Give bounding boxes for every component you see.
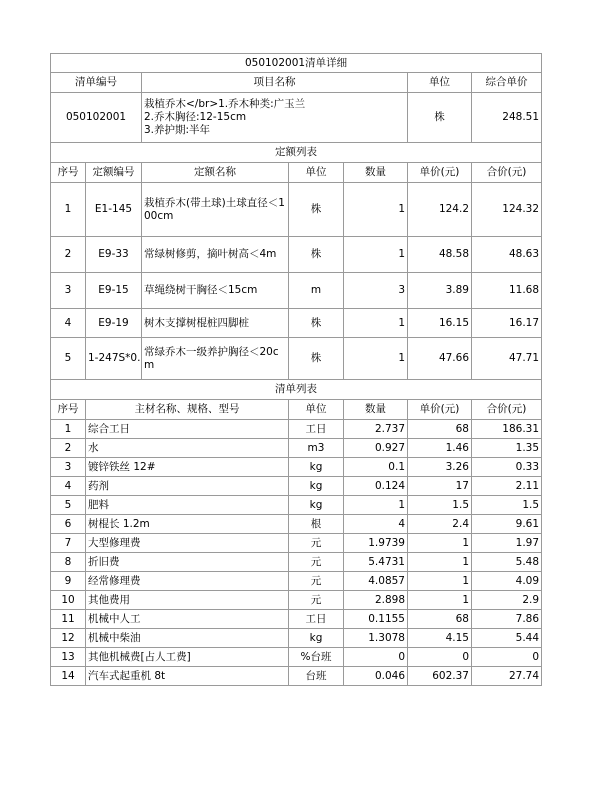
material-row xyxy=(51,648,542,667)
quota-total: 47.71 xyxy=(472,338,542,380)
quota-unit: 株 xyxy=(289,309,344,338)
item-price: 248.51 xyxy=(472,93,542,143)
material-unit: kg xyxy=(289,477,344,496)
quota-code: 1-247S*0. xyxy=(86,338,142,380)
material-no: 12 xyxy=(51,629,86,648)
material-row xyxy=(51,458,542,477)
material-name: 机械中柴油 xyxy=(86,629,289,648)
material-no: 5 xyxy=(51,496,86,515)
material-no: 14 xyxy=(51,667,86,686)
material-total: 186.31 xyxy=(472,420,542,439)
material-total: 7.86 xyxy=(472,610,542,629)
material-unit: kg xyxy=(289,458,344,477)
material-total: 2.11 xyxy=(472,477,542,496)
material-qty: 0.1155 xyxy=(344,610,408,629)
material-total: 1.35 xyxy=(472,439,542,458)
material-unit: 元 xyxy=(289,591,344,610)
material-price: 4.15 xyxy=(408,629,472,648)
material-unit: kg xyxy=(289,629,344,648)
material-row xyxy=(51,515,542,534)
material-name: 树棍长 1.2m xyxy=(86,515,289,534)
material-price: 1 xyxy=(408,572,472,591)
material-no: 11 xyxy=(51,610,86,629)
material-price: 1 xyxy=(408,534,472,553)
quota-qty: 1 xyxy=(344,237,408,273)
material-unit: 元 xyxy=(289,553,344,572)
quota-row xyxy=(51,309,542,338)
quota-code: E9-33 xyxy=(86,237,142,273)
material-unit: kg xyxy=(289,496,344,515)
quota-code: E1-145 xyxy=(86,183,142,237)
table-title: 050102001清单详细 xyxy=(51,54,542,73)
item-name-line1: 栽植乔木</br>1.乔木种类:广玉兰 xyxy=(144,98,306,110)
quota-qty: 1 xyxy=(344,309,408,338)
material-total: 1.5 xyxy=(472,496,542,515)
material-qty: 0.927 xyxy=(344,439,408,458)
material-col-total: 合价(元) xyxy=(472,400,542,420)
material-col-price: 单价(元) xyxy=(408,400,472,420)
quota-name: 栽植乔木(带土球)土球直径＜100cm xyxy=(142,183,289,237)
material-section-title: 清单列表 xyxy=(51,380,542,400)
material-qty: 0.124 xyxy=(344,477,408,496)
material-row xyxy=(51,629,542,648)
material-unit: 工日 xyxy=(289,420,344,439)
material-name: 折旧费 xyxy=(86,553,289,572)
material-no: 9 xyxy=(51,572,86,591)
material-row xyxy=(51,477,542,496)
material-total: 0.33 xyxy=(472,458,542,477)
item-name-line3: 3.养护期:半年 xyxy=(144,124,211,136)
item-code: 050102001 xyxy=(51,93,142,143)
material-qty: 0.1 xyxy=(344,458,408,477)
material-row xyxy=(51,572,542,591)
material-qty: 0.046 xyxy=(344,667,408,686)
material-row xyxy=(51,591,542,610)
material-col-name: 主材名称、规格、型号 xyxy=(86,400,289,420)
material-unit: %台班 xyxy=(289,648,344,667)
material-name: 综合工日 xyxy=(86,420,289,439)
material-name: 镀锌铁丝 12# xyxy=(86,458,289,477)
material-row xyxy=(51,553,542,572)
material-qty: 1 xyxy=(344,496,408,515)
quota-total: 16.17 xyxy=(472,309,542,338)
quota-name: 常绿乔木一级养护胸径＜20cm xyxy=(142,338,289,380)
material-unit: 元 xyxy=(289,572,344,591)
material-price: 17 xyxy=(408,477,472,496)
quota-row xyxy=(51,183,542,237)
quota-price: 16.15 xyxy=(408,309,472,338)
material-row xyxy=(51,667,542,686)
quota-col-qty: 数量 xyxy=(344,163,408,183)
material-col-unit: 单位 xyxy=(289,400,344,420)
material-name: 水 xyxy=(86,439,289,458)
material-no: 1 xyxy=(51,420,86,439)
quota-row xyxy=(51,273,542,309)
material-qty: 4 xyxy=(344,515,408,534)
quota-unit: 株 xyxy=(289,183,344,237)
item-name xyxy=(142,93,408,143)
material-price: 0 xyxy=(408,648,472,667)
material-unit: 台班 xyxy=(289,667,344,686)
material-total: 2.9 xyxy=(472,591,542,610)
quota-total: 11.68 xyxy=(472,273,542,309)
material-name: 汽车式起重机 8t xyxy=(86,667,289,686)
quota-price: 47.66 xyxy=(408,338,472,380)
bill-detail-table xyxy=(50,53,542,686)
material-no: 13 xyxy=(51,648,86,667)
material-total: 0 xyxy=(472,648,542,667)
material-row xyxy=(51,610,542,629)
quota-no: 5 xyxy=(51,338,86,380)
quota-no: 2 xyxy=(51,237,86,273)
quota-col-name: 定额名称 xyxy=(142,163,289,183)
material-price: 3.26 xyxy=(408,458,472,477)
material-total: 5.48 xyxy=(472,553,542,572)
material-qty: 5.4731 xyxy=(344,553,408,572)
material-price: 68 xyxy=(408,610,472,629)
header-code: 清单编号 xyxy=(51,73,142,93)
material-price: 1.46 xyxy=(408,439,472,458)
material-col-no: 序号 xyxy=(51,400,86,420)
material-price: 1.5 xyxy=(408,496,472,515)
quota-col-total: 合价(元) xyxy=(472,163,542,183)
quota-qty: 1 xyxy=(344,338,408,380)
material-no: 7 xyxy=(51,534,86,553)
material-name: 机械中人工 xyxy=(86,610,289,629)
material-qty: 2.898 xyxy=(344,591,408,610)
quota-unit: 株 xyxy=(289,237,344,273)
material-total: 9.61 xyxy=(472,515,542,534)
quota-row xyxy=(51,237,542,273)
material-no: 3 xyxy=(51,458,86,477)
material-qty: 1.3078 xyxy=(344,629,408,648)
quota-col-no: 序号 xyxy=(51,163,86,183)
material-price: 1 xyxy=(408,591,472,610)
material-no: 4 xyxy=(51,477,86,496)
quota-code: E9-15 xyxy=(86,273,142,309)
quota-name: 树木支撑树棍桩四脚桩 xyxy=(142,309,289,338)
material-qty: 1.9739 xyxy=(344,534,408,553)
quota-unit: 株 xyxy=(289,338,344,380)
material-row xyxy=(51,420,542,439)
material-total: 27.74 xyxy=(472,667,542,686)
material-price: 1 xyxy=(408,553,472,572)
quota-col-unit: 单位 xyxy=(289,163,344,183)
material-no: 8 xyxy=(51,553,86,572)
quota-qty: 1 xyxy=(344,183,408,237)
material-unit: 根 xyxy=(289,515,344,534)
header-name: 项目名称 xyxy=(142,73,408,93)
material-unit: 元 xyxy=(289,534,344,553)
item-unit: 株 xyxy=(408,93,472,143)
material-total: 1.97 xyxy=(472,534,542,553)
quota-no: 3 xyxy=(51,273,86,309)
material-name: 经常修理费 xyxy=(86,572,289,591)
quota-no: 4 xyxy=(51,309,86,338)
quota-section-title: 定额列表 xyxy=(51,143,542,163)
quota-code: E9-19 xyxy=(86,309,142,338)
quota-col-code: 定额编号 xyxy=(86,163,142,183)
item-name-line2: 2.乔木胸径:12-15cm xyxy=(144,111,247,123)
quota-no: 1 xyxy=(51,183,86,237)
quota-name: 草绳绕树干胸径＜15cm xyxy=(142,273,289,309)
material-total: 5.44 xyxy=(472,629,542,648)
quota-name: 常绿树修剪，摘叶树高＜4m xyxy=(142,237,289,273)
material-qty: 2.737 xyxy=(344,420,408,439)
quota-total: 124.32 xyxy=(472,183,542,237)
material-price: 602.37 xyxy=(408,667,472,686)
quota-row xyxy=(51,338,542,380)
header-unit: 单位 xyxy=(408,73,472,93)
material-no: 10 xyxy=(51,591,86,610)
quota-unit: m xyxy=(289,273,344,309)
material-unit: m3 xyxy=(289,439,344,458)
material-no: 6 xyxy=(51,515,86,534)
quota-price: 48.58 xyxy=(408,237,472,273)
material-row xyxy=(51,496,542,515)
material-name: 药剂 xyxy=(86,477,289,496)
material-name: 肥料 xyxy=(86,496,289,515)
material-qty: 0 xyxy=(344,648,408,667)
quota-total: 48.63 xyxy=(472,237,542,273)
material-qty: 4.0857 xyxy=(344,572,408,591)
material-col-qty: 数量 xyxy=(344,400,408,420)
material-row xyxy=(51,534,542,553)
material-row xyxy=(51,439,542,458)
material-name: 大型修理费 xyxy=(86,534,289,553)
material-total: 4.09 xyxy=(472,572,542,591)
material-price: 68 xyxy=(408,420,472,439)
material-no: 2 xyxy=(51,439,86,458)
material-price: 2.4 xyxy=(408,515,472,534)
quota-col-price: 单价(元) xyxy=(408,163,472,183)
material-name: 其他机械费[占人工费] xyxy=(86,648,289,667)
material-unit: 工日 xyxy=(289,610,344,629)
material-name: 其他费用 xyxy=(86,591,289,610)
header-price: 综合单价 xyxy=(472,73,542,93)
quota-price: 124.2 xyxy=(408,183,472,237)
quota-price: 3.89 xyxy=(408,273,472,309)
quota-qty: 3 xyxy=(344,273,408,309)
